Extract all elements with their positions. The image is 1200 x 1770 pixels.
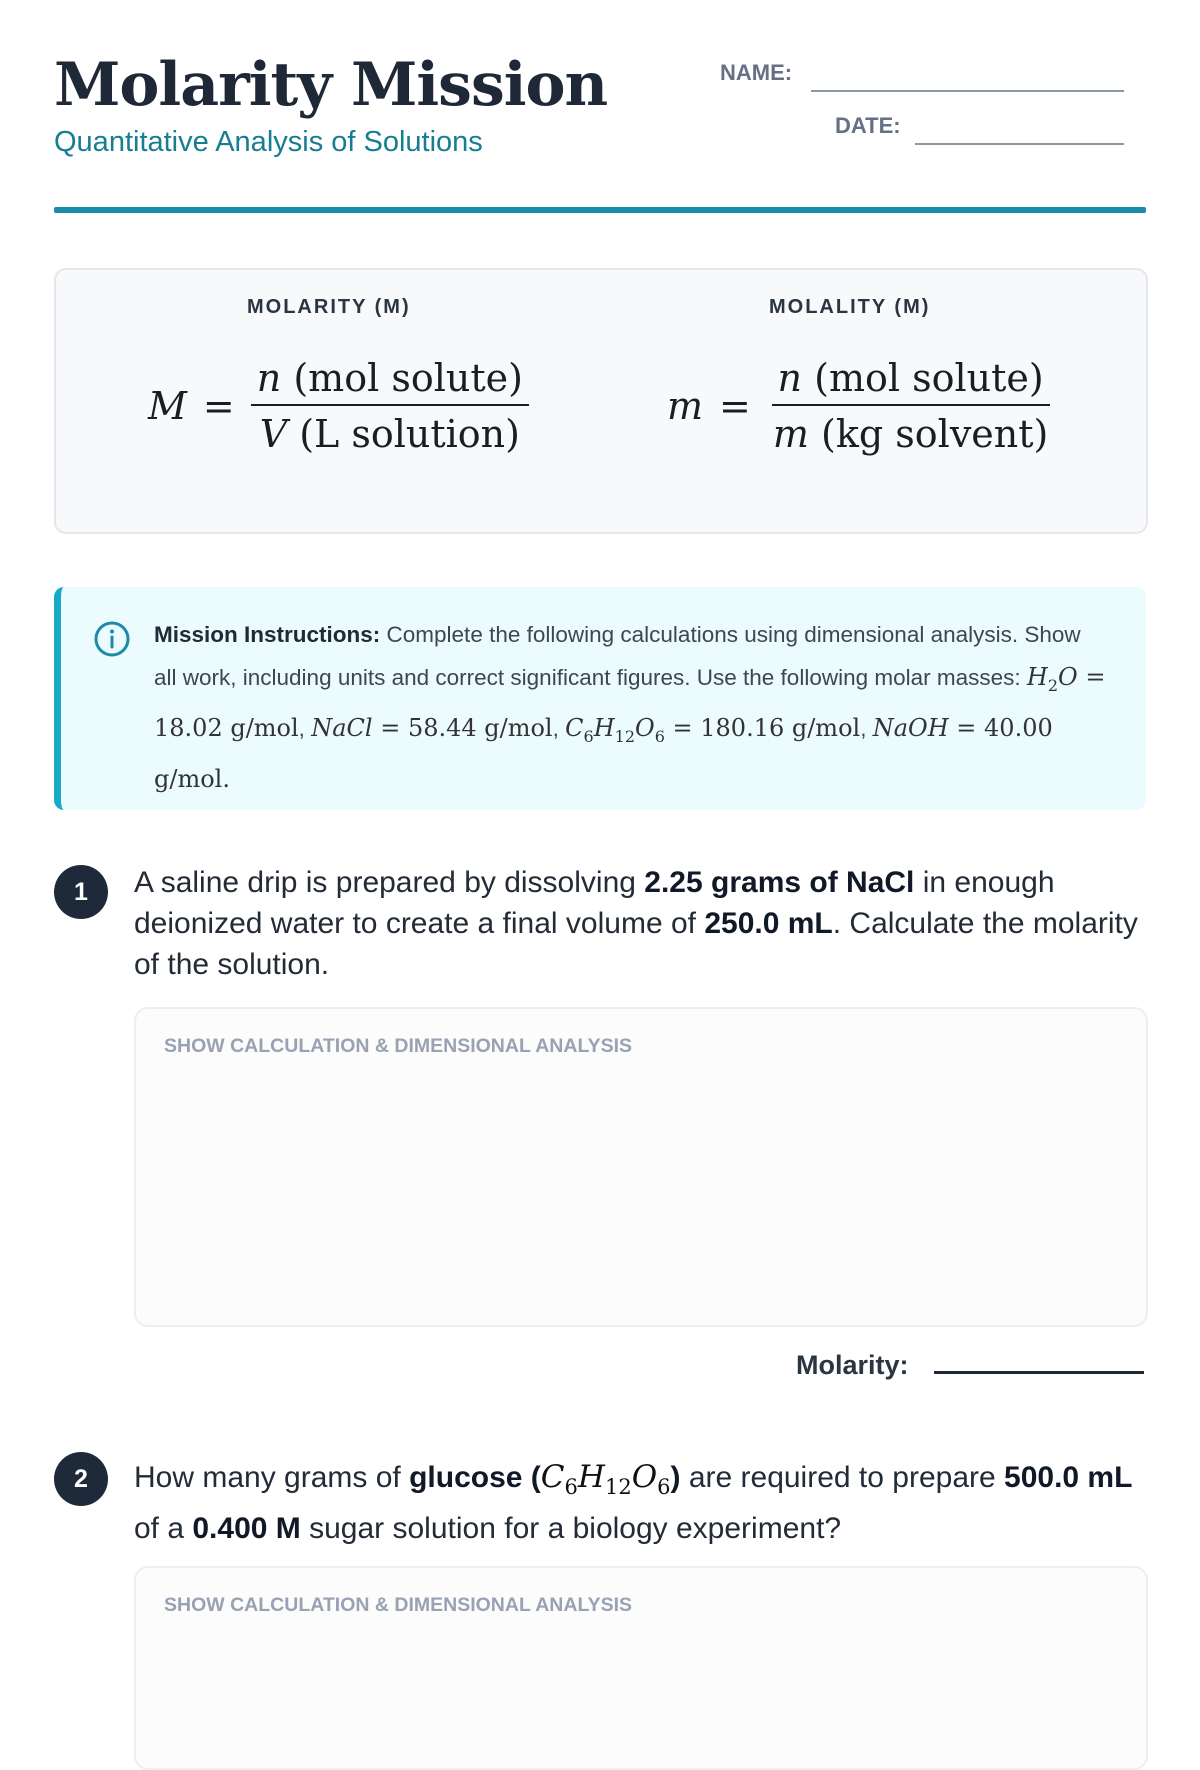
work-area[interactable] bbox=[134, 1007, 1148, 1327]
equals-sign: = bbox=[202, 384, 235, 428]
question-text: How many grams of glucose $(C_6H_{12}O_6)$ are required to prepare 500.0 mL of a 0.400 M sugar solution for a biology experiment? bbox=[134, 1459, 1133, 1546]
info-icon bbox=[93, 620, 131, 658]
molar-mass-naoh: NaOH = 40.00 g/mol. bbox=[154, 713, 1053, 793]
answer-label: Molarity: bbox=[796, 1350, 909, 1380]
instructions-text: Mission Instructions: Complete the following calculations using dimensional analysis. Show all work, including units and correct significant figures. Use the following molar masses: $H_2O = 18.02$ g/mol, NaCl = 58.44 g/mol, $C_6H_{12}O_6 = 180.16$ g/mol, NaOH = 40.00 g/mol. bbox=[154, 622, 1106, 793]
molarity-fraction bbox=[251, 356, 529, 456]
answer-field[interactable] bbox=[934, 1371, 1144, 1374]
molar-mass-water: $H_2O = 18.02$ g/mol bbox=[154, 663, 1106, 742]
question-text: A saline drip is prepared by dissolving 2.25 grams of NaCl in enough deionized water to create a final volume of 250.0 mL. Calculate the molarity of the solution. bbox=[134, 866, 1138, 981]
page-subtitle: Quantitative Analysis of Solutions bbox=[54, 126, 483, 158]
molar-mass-glucose: $C_6H_{12}O_6 = 180.16$ g/mol bbox=[565, 713, 861, 746]
molar-mass-nacl: NaCl = 58.44 g/mol bbox=[311, 713, 553, 742]
molality-formula bbox=[601, 270, 1146, 532]
molarity-equation bbox=[148, 356, 529, 456]
name-label: NAME: bbox=[720, 60, 793, 85]
date-field[interactable] bbox=[915, 143, 1124, 145]
date-label: DATE: bbox=[835, 113, 901, 138]
instructions-body: Complete the following calculations using dimensional analysis. Show all work, including units and correct significant figures. Use the following molar masses: bbox=[154, 622, 1081, 690]
page-title: Molarity Mission bbox=[54, 50, 608, 120]
molality-lhs: m bbox=[667, 384, 704, 428]
molality-denominator: m (kg solvent) bbox=[772, 412, 1049, 456]
question-number-badge: 1 bbox=[54, 865, 108, 919]
molality-label: MOLALITY (M) bbox=[769, 296, 931, 318]
work-area-label: SHOW CALCULATION & DIMENSIONAL ANALYSIS bbox=[164, 1035, 633, 1057]
instructions-heading: Mission Instructions: bbox=[154, 622, 381, 647]
molarity-denominator: V (L solution) bbox=[259, 412, 520, 456]
name-field[interactable] bbox=[811, 90, 1124, 92]
equals-sign: = bbox=[719, 384, 751, 428]
work-area[interactable] bbox=[134, 1566, 1148, 1770]
worksheet-page bbox=[54, 0, 1146, 1616]
formula-reference-box bbox=[54, 268, 1148, 534]
molality-fraction bbox=[767, 356, 1054, 456]
molarity-label: MOLARITY (M) bbox=[247, 296, 411, 318]
molality-equation bbox=[667, 356, 1054, 456]
instructions-callout bbox=[54, 587, 1146, 810]
molarity-lhs: M bbox=[148, 384, 187, 428]
work-area-label: SHOW CALCULATION & DIMENSIONAL ANALYSIS bbox=[164, 1594, 633, 1616]
molality-numerator: n (mol solute) bbox=[772, 356, 1050, 406]
molarity-formula bbox=[56, 270, 601, 532]
header-divider bbox=[54, 207, 1146, 213]
molarity-numerator: n (mol solute) bbox=[251, 356, 529, 406]
question-number-badge: 2 bbox=[54, 1452, 108, 1506]
